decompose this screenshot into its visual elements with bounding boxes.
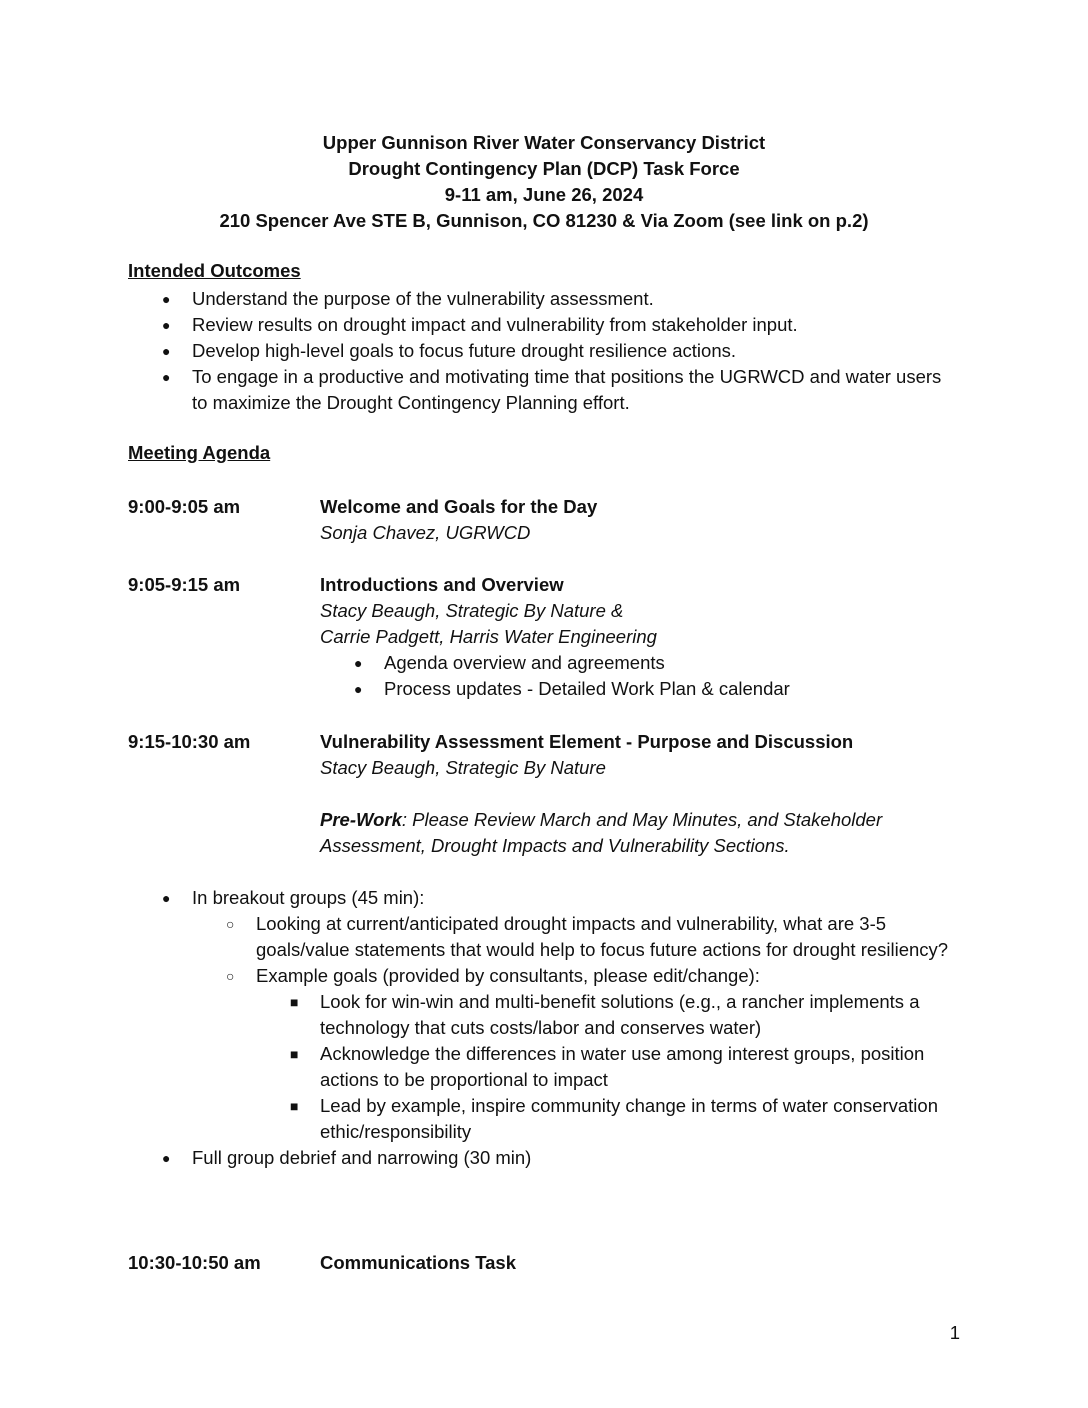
header-org: Upper Gunnison River Water Conservancy District bbox=[322, 132, 766, 153]
agenda-presenter: Sonja Chavez, UGRWCD bbox=[320, 522, 531, 543]
agenda-presenter: Carrie Padgett, Harris Water Engineering bbox=[320, 626, 657, 647]
agenda-time: 9:15-10:30 am bbox=[128, 731, 251, 752]
list-item: ● Agenda overview and agreements bbox=[320, 650, 958, 676]
breakout-list bbox=[128, 885, 958, 1171]
agenda-title: Vulnerability Assessment Element - Purpose and Discussion bbox=[320, 731, 854, 752]
agenda-presenter: Stacy Beaugh, Strategic By Nature & bbox=[320, 600, 624, 621]
example-goals-list bbox=[256, 989, 958, 1145]
example-goals-intro: Example goals (provided by consultants, please edit/change): bbox=[256, 965, 760, 986]
agenda-time: 10:30-10:50 am bbox=[128, 1252, 261, 1273]
agenda-item-welcome bbox=[128, 494, 958, 546]
breakout-sublist bbox=[192, 911, 958, 1145]
list-item: ○ Looking at current/anticipated drought impacts and vulnerability, what are 3-5 goals/value statements that would help to focus future actions for drought resiliency? bbox=[192, 911, 958, 963]
list-item: ● Full group debrief and narrowing (30 min) bbox=[128, 1145, 958, 1171]
list-item: ■ Look for win-win and multi-benefit solutions (e.g., a rancher implements a technology that cuts costs/labor and conserves water) bbox=[256, 989, 958, 1041]
list-item: ■ Acknowledge the differences in water use among interest groups, position actions to be proportional to impact bbox=[256, 1041, 958, 1093]
agenda-item-vulnerability bbox=[128, 729, 958, 859]
agenda-item-introductions bbox=[128, 572, 958, 702]
agenda-presenter: Stacy Beaugh, Strategic By Nature bbox=[320, 757, 606, 778]
page-number: 1 bbox=[949, 1322, 960, 1343]
document-header bbox=[0, 130, 1088, 234]
list-item: ■ Lead by example, inspire community change in terms of water conservation ethic/responsibility bbox=[256, 1093, 958, 1145]
list-item: ● Develop high-level goals to focus future drought resilience actions. bbox=[128, 338, 958, 364]
agenda-time: 9:00-9:05 am bbox=[128, 496, 241, 517]
prework-text: : Please Review March and May Minutes, and Stakeholder Assessment, Drought Impacts and Vulnerability Sections. bbox=[320, 809, 883, 856]
header-date: 9-11 am, June 26, 2024 bbox=[444, 184, 644, 205]
breakout-item: In breakout groups (45 min): bbox=[192, 887, 425, 908]
agenda-heading: Meeting Agenda bbox=[128, 442, 271, 463]
prework-label: Pre-Work bbox=[320, 809, 402, 830]
outcomes-heading: Intended Outcomes bbox=[128, 260, 301, 281]
outcomes-list bbox=[128, 286, 958, 416]
agenda-subitems bbox=[320, 650, 958, 702]
agenda-title: Introductions and Overview bbox=[320, 574, 564, 595]
list-item: ● Review results on drought impact and vulnerability from stakeholder input. bbox=[128, 312, 958, 338]
header-meeting: Drought Contingency Plan (DCP) Task Force bbox=[348, 158, 740, 179]
agenda-item-communications bbox=[128, 1250, 958, 1276]
agenda-title: Communications Task bbox=[320, 1252, 517, 1273]
header-location: 210 Spencer Ave STE B, Gunnison, CO 81230 & Via Zoom (see link on p.2) bbox=[219, 210, 869, 231]
list-item: ● To engage in a productive and motivating time that positions the UGRWCD and water users to maximize the Drought Contingency Planning effort. bbox=[128, 364, 958, 416]
list-item bbox=[192, 963, 958, 1145]
agenda-time: 9:05-9:15 am bbox=[128, 574, 241, 595]
list-item bbox=[128, 885, 958, 1145]
list-item: ● Understand the purpose of the vulnerability assessment. bbox=[128, 286, 958, 312]
agenda-title: Welcome and Goals for the Day bbox=[320, 496, 598, 517]
prework-note bbox=[320, 807, 958, 859]
list-item: ● Process updates - Detailed Work Plan & calendar bbox=[320, 676, 958, 702]
